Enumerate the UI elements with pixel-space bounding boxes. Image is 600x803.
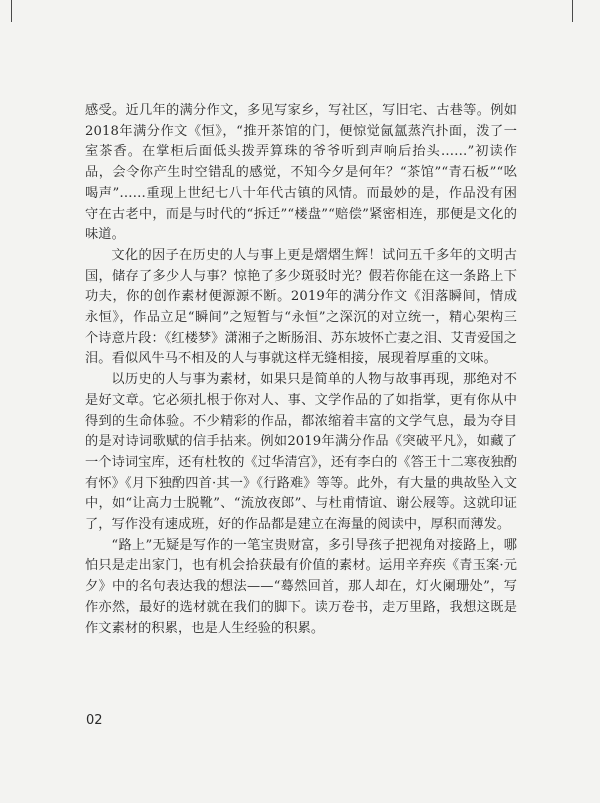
paragraph-3: 以历史的人与事为素材，如果只是简单的人物与故事再现，那绝对不是好文章。它必须扎根于你对人、事、文学作品的了如指掌，更有你从中得到的生命体验。不少精彩的作品，都浓缩着丰富的文学气息，最为夺目的是对诗词歌赋的信手拈来。例如2019年满分作品《突破平凡》，如藏了一个诗词宝库，还有杜牧的《过华清宫》，还有李白的《答王十二寒夜独酌有怀》《月下独酌四首·其一》《行路难》等等。此外，有大量的典故坠入文中，如“让高力士脱靴”、“流放夜郎”、与杜甫情谊、谢公屐等。这就印证了，写作没有速成班，好的作品都是建立在海量的阅读中，厚积而薄发。 <box>85 372 517 533</box>
crop-mark-right <box>572 0 573 22</box>
paragraph-1: 感受。近几年的满分作文，多见写家乡，写社区，写旧宅、古巷等。例如2018年满分作文《恒》，“推开茶馆的门，便惊觉氤氲蒸汽扑面，泼了一室茶香。在掌柜后面低头拨弄算珠的爷爷听到声响后抬头……”初读作品，会令你产生时空错乱的感觉，不知今夕是何年？“茶馆”“青石板”“吆喝声”……重现上世纪七八十年代古镇的风情。而最妙的是，作品没有困守在古老中，而是与时代的“拆迁”“楼盘”“赔偿”紧密相连，那便是文化的味道。 <box>85 103 517 243</box>
paragraph-2: 文化的因子在历史的人与事上更是熠熠生辉！试问五千多年的文明古国，储存了多少人与事？惊艳了多少斑驳时光？假若你能在这一条路上下功夫，你的创作素材便源源不断。2019年的满分作文《泪落瞬间，情成永恒》，作品立足“瞬间”之短暂与“永恒”之深沉的对立统一，精心架构三个诗意片段：《红楼梦》潇湘子之断肠泪、苏东坡怀亡妻之泪、艾青爱国之泪。看似风牛马不相及的人与事就这样无缝相接，展现着厚重的文味。 <box>85 247 517 367</box>
paragraph-4: “路上”无疑是写作的一笔宝贵财富，多引导孩子把视角对接路上，哪怕只是走出家门，也有机会拾获最有价值的素材。运用辛弃疾《青玉案·元夕》中的名句表达我的想法——“蓦然回首，那人却在，灯火阑珊处”，写作亦然，最好的选材就在我们的脚下。读万卷书，走万里路，我想这既是作文素材的积累，也是人生经验的积累。 <box>85 537 517 636</box>
page-body <box>85 101 517 639</box>
crop-mark-left <box>11 0 12 22</box>
page-number: 02 <box>86 713 103 728</box>
